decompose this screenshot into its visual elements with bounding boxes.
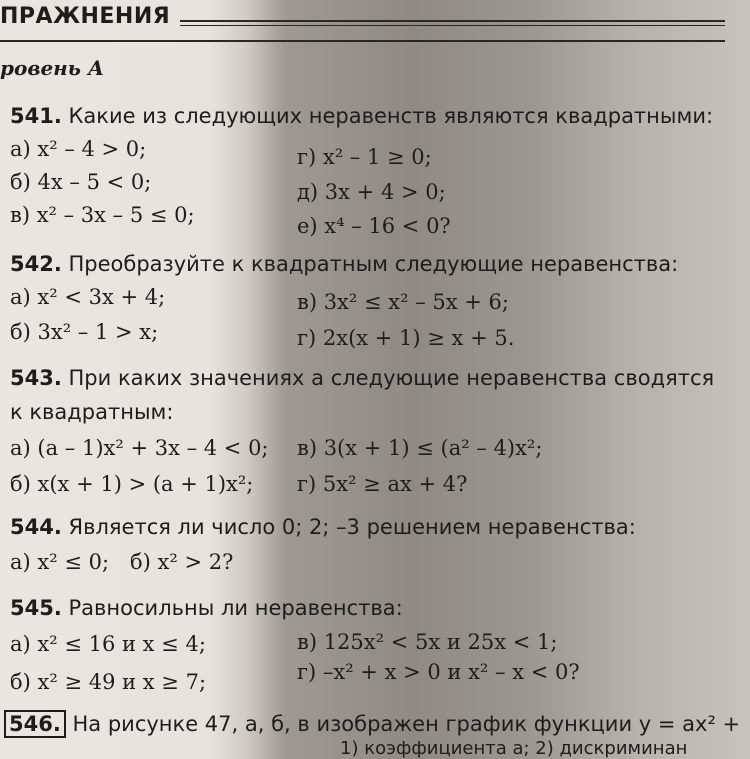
problem-542-heading xyxy=(10,252,678,276)
problem-text: При каких значениях a следующие неравенства сводятся xyxy=(68,366,715,390)
item: а) x² – 4 > 0; xyxy=(10,137,147,161)
problem-number: 546. xyxy=(4,710,66,738)
item: д) 3x + 4 > 0; xyxy=(297,180,446,204)
item: б) x² > 2? xyxy=(130,550,234,574)
problem-number: 544. xyxy=(10,515,62,539)
problem-number: 542. xyxy=(10,252,62,276)
item: б) x(x + 1) > (a + 1)x²; xyxy=(10,472,254,496)
header-rule xyxy=(180,20,725,26)
problem-541-heading xyxy=(10,104,713,128)
problem-number: 541. xyxy=(10,104,62,128)
problem-number: 543. xyxy=(10,366,62,390)
section-title: ПРАЖНЕНИЯ xyxy=(0,4,171,29)
item: а) (a – 1)x² + 3x – 4 < 0; xyxy=(10,436,269,460)
problem-546-text-cont: 1) коэффициента a; 2) дискриминан xyxy=(340,738,688,759)
problem-543-text-cont: к квадратным: xyxy=(10,400,174,424)
item: г) x² – 1 ≥ 0; xyxy=(297,145,432,169)
problem-text: На рисунке 47, а, б, в изображен график функции y = ax² + xyxy=(72,712,741,736)
item: а) x² ≤ 0; xyxy=(10,550,110,574)
item: а) x² < 3x + 4; xyxy=(10,285,166,309)
item: в) 3(x + 1) ≤ (a² – 4)x²; xyxy=(297,436,543,460)
problem-text: Какие из следующих неравенств являются квадратными: xyxy=(68,104,714,128)
problem-text: Является ли число 0; 2; –3 решением неравенства: xyxy=(68,515,636,539)
item: б) 3x² – 1 > x; xyxy=(10,320,159,344)
item: г) –x² + x > 0 и x² – x < 0? xyxy=(297,660,580,684)
item: в) 3x² ≤ x² – 5x + 6; xyxy=(297,290,509,314)
item: б) 4x – 5 < 0; xyxy=(10,170,152,194)
item: в) x² – 3x – 5 ≤ 0; xyxy=(10,203,195,227)
problem-546-heading xyxy=(4,712,740,736)
level-title: ровень А xyxy=(0,56,105,80)
item: а) x² ≤ 16 и x ≤ 4; xyxy=(10,632,206,656)
problem-number: 545. xyxy=(10,596,62,620)
item: е) x⁴ – 16 < 0? xyxy=(297,214,451,238)
item: в) 125x² < 5x и 25x < 1; xyxy=(297,630,558,654)
problem-text: Равносильны ли неравенства: xyxy=(68,596,403,620)
item: г) 5x² ≥ ax + 4? xyxy=(297,472,468,496)
problem-545-heading xyxy=(10,596,403,620)
problem-text: Преобразуйте к квадратным следующие неравенства: xyxy=(68,252,679,276)
header-rule-2 xyxy=(0,40,725,42)
item: б) x² ≥ 49 и x ≥ 7; xyxy=(10,670,207,694)
problem-543-heading xyxy=(10,366,714,390)
item: г) 2x(x + 1) ≥ x + 5. xyxy=(297,326,515,350)
problem-544-heading xyxy=(10,515,636,539)
